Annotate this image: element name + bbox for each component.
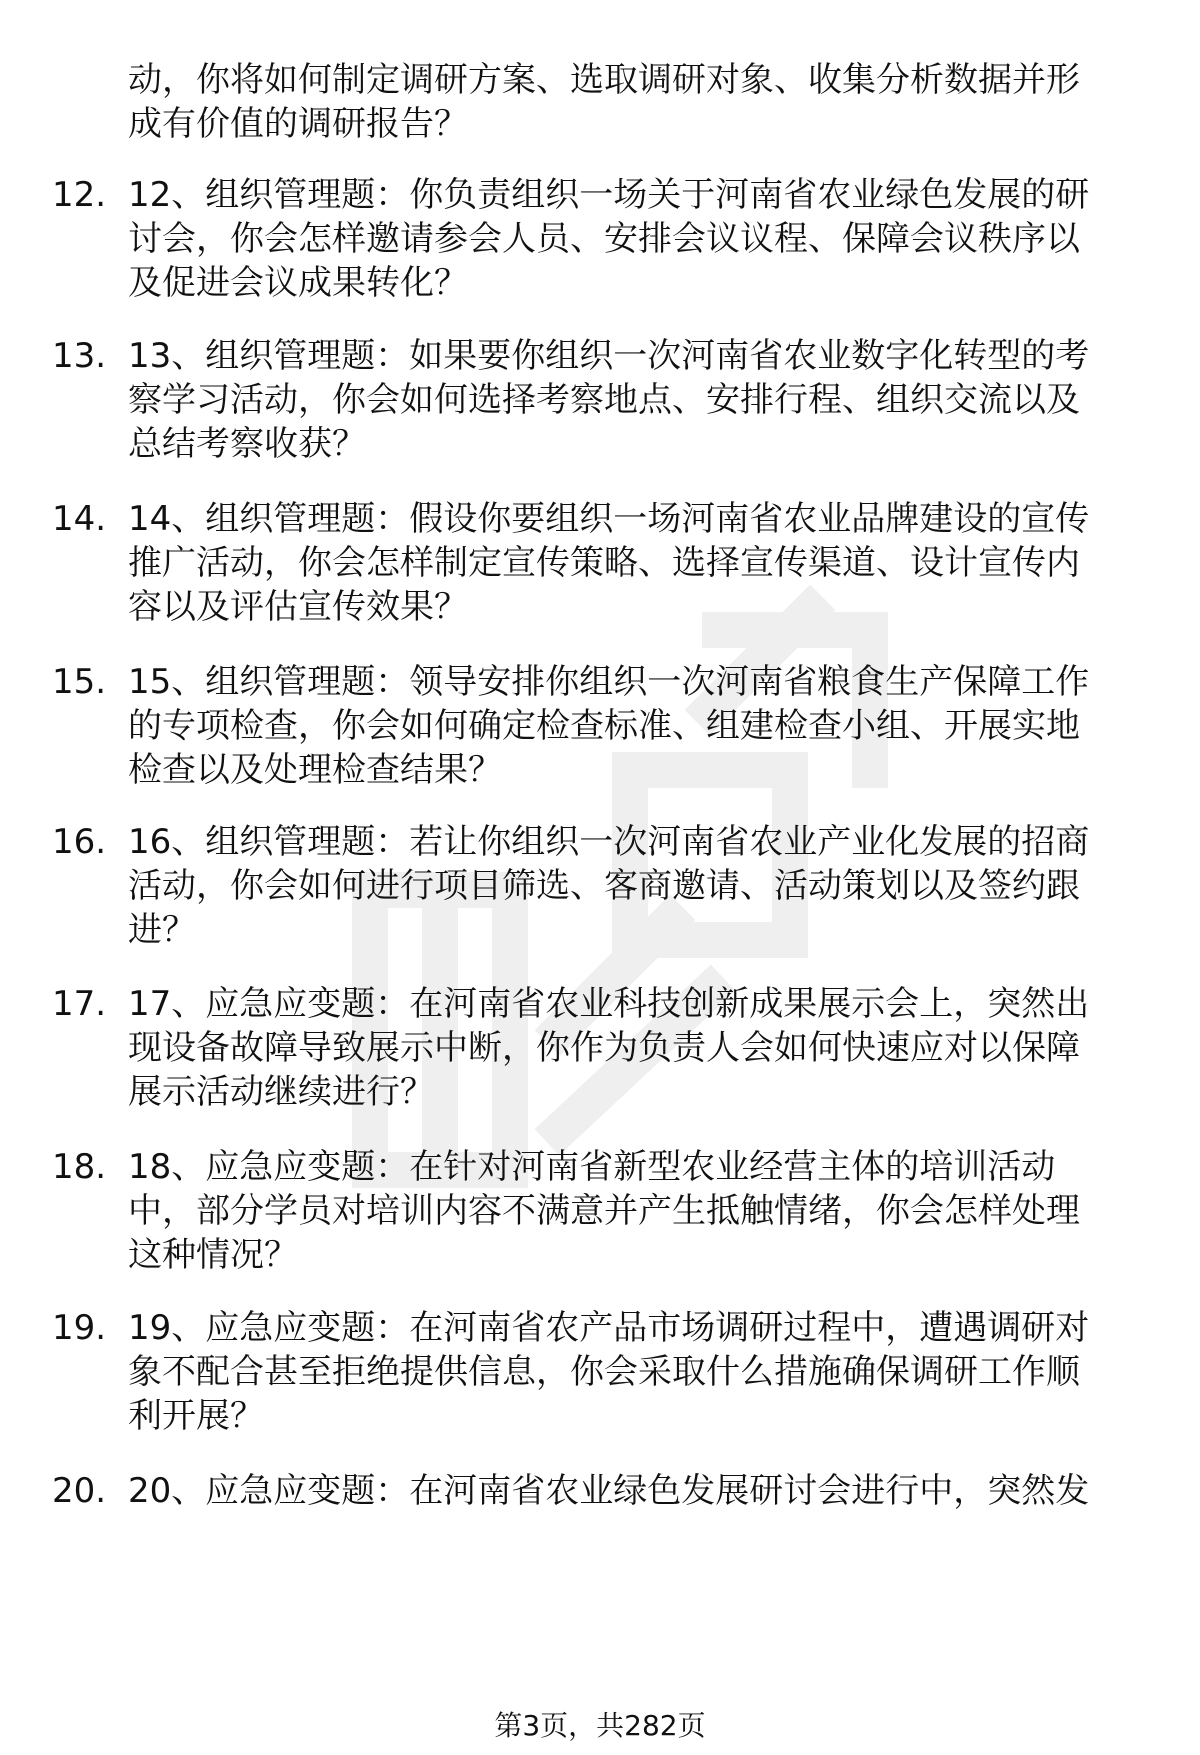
list-item-number: 14. bbox=[52, 499, 107, 539]
question-line: 展示活动继续进行？ bbox=[128, 1072, 434, 1112]
question-line: 检查以及处理检查结果？ bbox=[128, 750, 502, 790]
question-line: 17、应急应变题：在河南省农业科技创新成果展示会上，突然出 bbox=[128, 984, 1090, 1024]
question-line: 13、组织管理题：如果要你组织一次河南省农业数字化转型的考 bbox=[128, 336, 1090, 376]
question-line: 现设备故障导致展示中断，你作为负责人会如何快速应对以保障 bbox=[128, 1028, 1080, 1068]
question-line: 16、组织管理题：若让你组织一次河南省农业产业化发展的招商 bbox=[128, 822, 1090, 862]
question-line: 成有价值的调研报告？ bbox=[128, 104, 468, 144]
list-item-number: 18. bbox=[52, 1147, 107, 1187]
question-line: 的专项检查，你会如何确定检查标准、组建检查小组、开展实地 bbox=[128, 706, 1080, 746]
question-line: 讨会，你会怎样邀请参会人员、安排会议议程、保障会议秩序以 bbox=[128, 219, 1080, 259]
question-line: 利开展？ bbox=[128, 1396, 264, 1436]
list-item-number: 12. bbox=[52, 175, 107, 215]
list-item-number: 20. bbox=[52, 1471, 107, 1511]
list-item-number: 19. bbox=[52, 1308, 107, 1348]
question-line: 19、应急应变题：在河南省农产品市场调研过程中，遭遇调研对 bbox=[128, 1308, 1090, 1348]
question-line: 12、组织管理题：你负责组织一场关于河南省农业绿色发展的研 bbox=[128, 175, 1090, 215]
question-line: 容以及评估宣传效果？ bbox=[128, 587, 468, 627]
question-line: 15、组织管理题：领导安排你组织一次河南省粮食生产保障工作 bbox=[128, 662, 1090, 702]
list-item-number: 17. bbox=[52, 984, 107, 1024]
question-line: 进？ bbox=[128, 910, 196, 950]
question-line: 总结考察收获？ bbox=[128, 424, 366, 464]
question-line: 及促进会议成果转化？ bbox=[128, 263, 468, 303]
question-line: 推广活动，你会怎样制定宣传策略、选择宣传渠道、设计宣传内 bbox=[128, 543, 1080, 583]
question-line: 中，部分学员对培训内容不满意并产生抵触情绪，你会怎样处理 bbox=[128, 1191, 1080, 1231]
question-line: 动，你将如何制定调研方案、选取调研对象、收集分析数据并形 bbox=[128, 60, 1080, 100]
list-item-number: 13. bbox=[52, 336, 107, 376]
list-item-number: 15. bbox=[52, 662, 107, 702]
question-line: 活动，你会如何进行项目筛选、客商邀请、活动策划以及签约跟 bbox=[128, 866, 1080, 906]
question-line: 察学习活动，你会如何选择考察地点、安排行程、组织交流以及 bbox=[128, 380, 1080, 420]
question-line: 象不配合甚至拒绝提供信息，你会采取什么措施确保调研工作顺 bbox=[128, 1352, 1080, 1392]
question-line: 20、应急应变题：在河南省农业绿色发展研讨会进行中，突然发 bbox=[128, 1471, 1090, 1511]
question-line: 18、应急应变题：在针对河南省新型农业经营主体的培训活动 bbox=[128, 1147, 1056, 1187]
list-item-number: 16. bbox=[52, 822, 107, 862]
page-number-footer: 第3页，共282页 bbox=[494, 1709, 706, 1742]
question-line: 这种情况？ bbox=[128, 1235, 298, 1275]
question-line: 14、组织管理题：假设你要组织一场河南省农业品牌建设的宣传 bbox=[128, 499, 1090, 539]
